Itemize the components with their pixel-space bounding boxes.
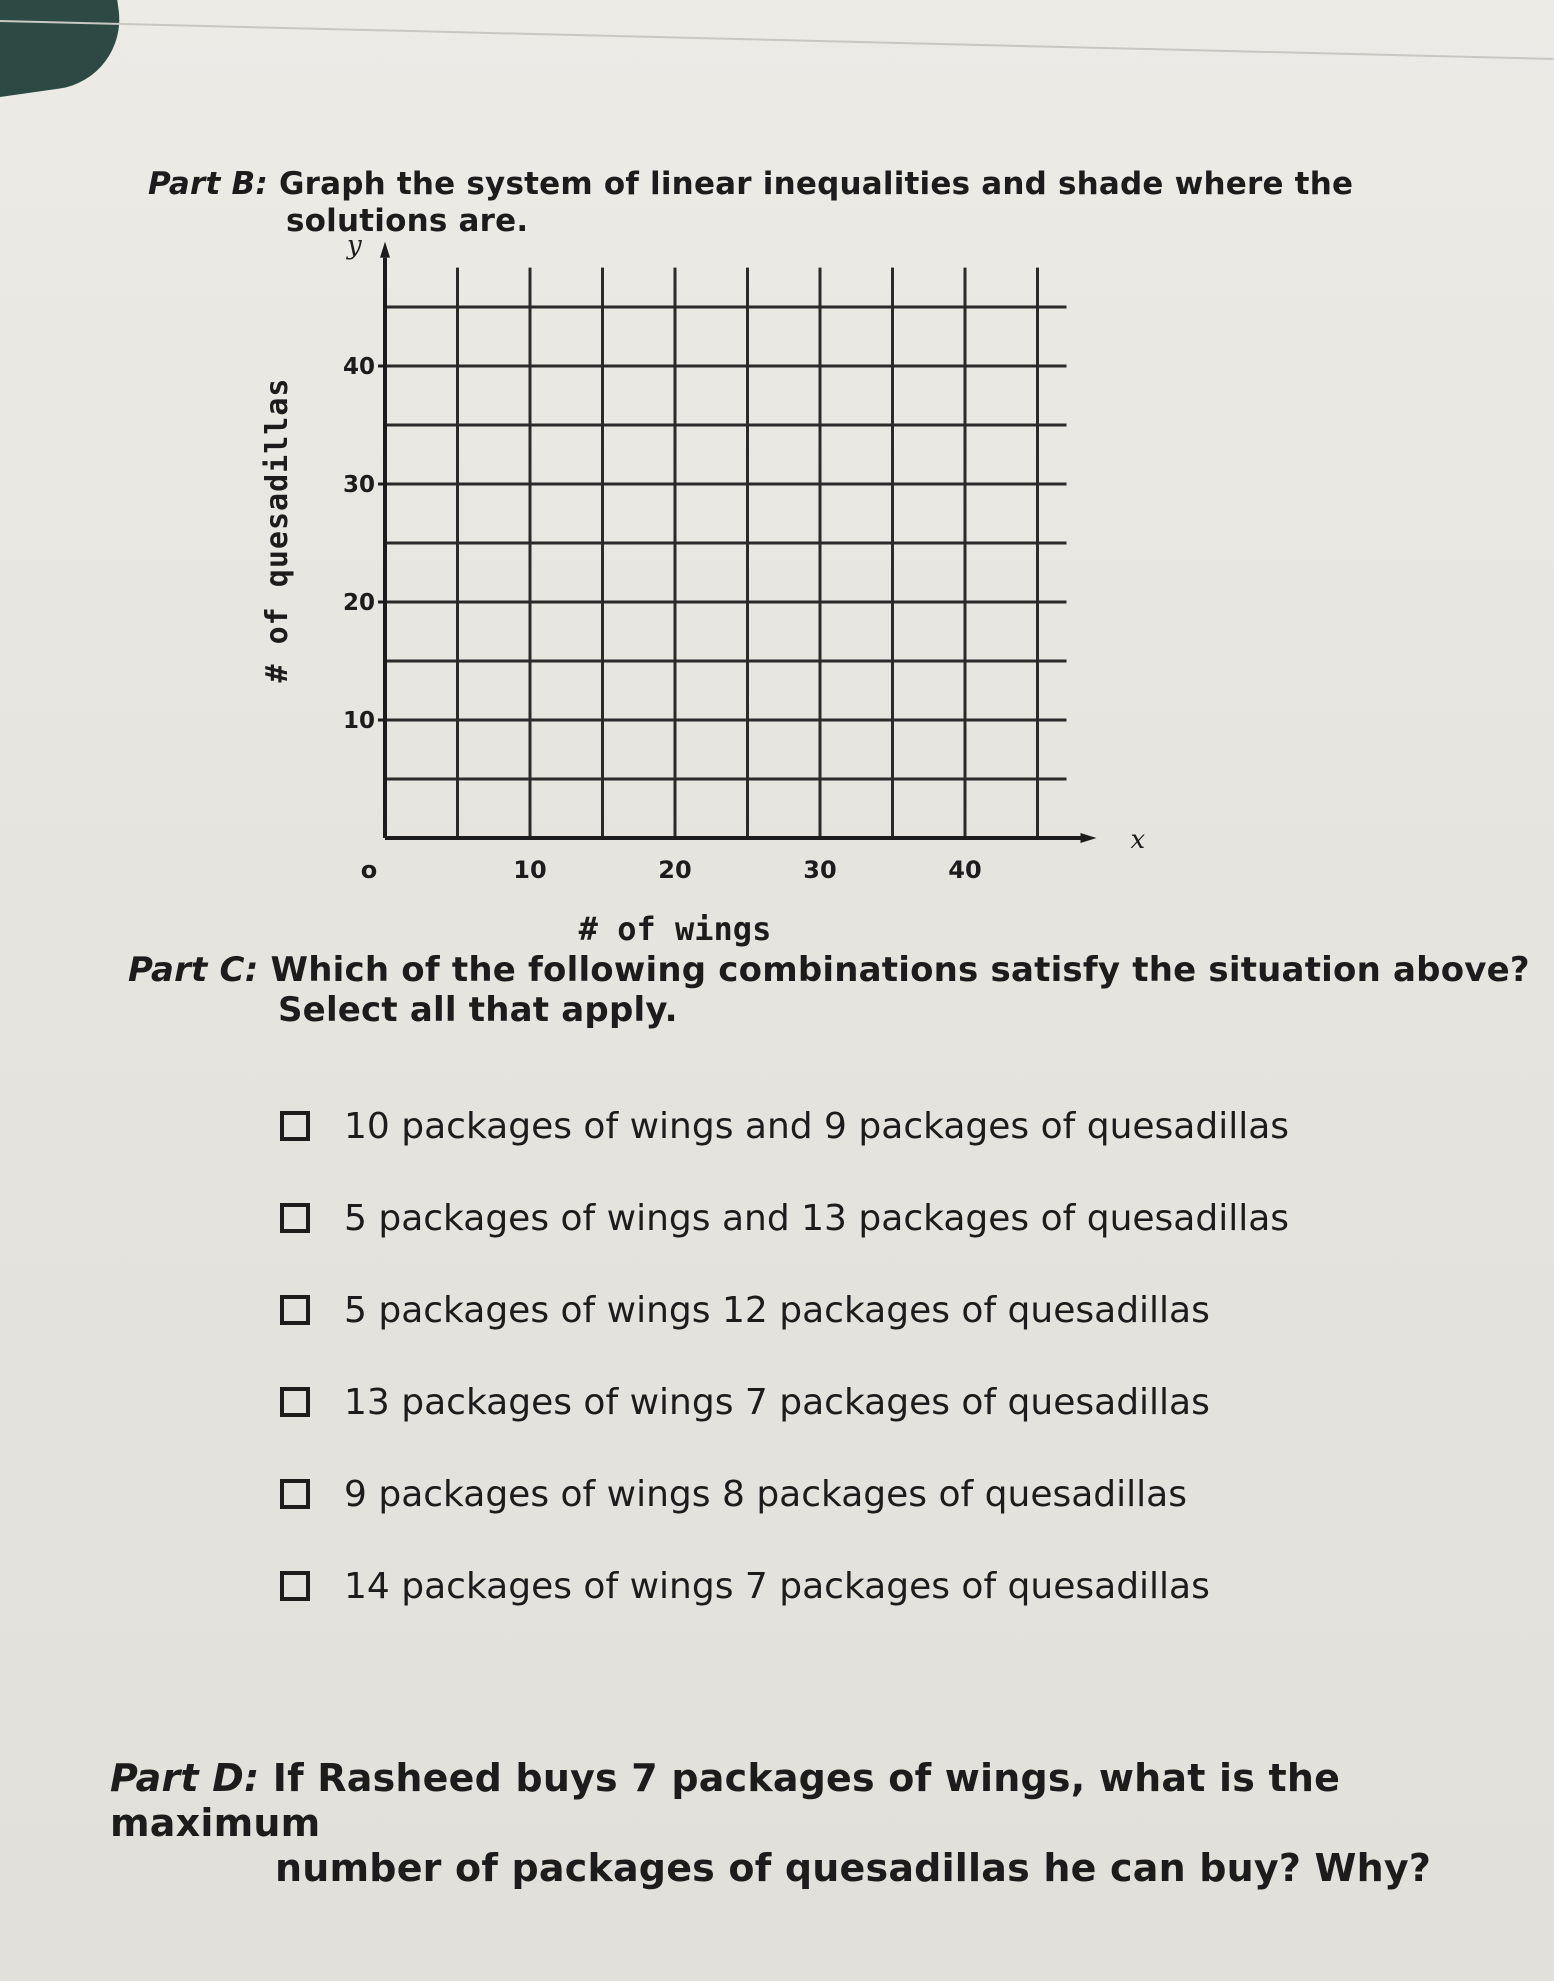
option-1[interactable] [280,1080,1480,1172]
part-d-label: Part D: [110,1756,260,1800]
checkbox-2[interactable] [280,1203,310,1233]
option-1-text: 10 packages of wings and 9 packages of quesadillas [344,1105,1290,1147]
part-b-text-line2: solutions are. [286,202,529,239]
part-c-label: Part C: [128,950,259,990]
x-axis-title: # of wings [578,910,772,948]
part-c-text-line2: Select all that apply. [278,990,678,1031]
part-b-text-line1: Graph the system of linear inequalities and shade where the [278,166,1354,202]
option-4[interactable] [280,1356,1480,1448]
x-axis-letter: x [1130,825,1146,855]
y-axis-title: # of quesadillas [260,377,295,683]
option-6[interactable] [280,1540,1480,1632]
x-tick-label: o [360,856,378,884]
paper-top-edge [0,20,1554,60]
checkbox-1[interactable] [280,1111,310,1141]
checkbox-5[interactable] [280,1479,310,1509]
checkbox-6[interactable] [280,1571,310,1601]
part-c-heading [128,950,1548,1030]
option-4-text: 13 packages of wings 7 packages of quesadillas [344,1381,1210,1423]
y-tick-label: 30 [342,472,375,498]
photo-corner-object [0,0,128,100]
option-3-text: 5 packages of wings 12 packages of quesadillas [344,1289,1210,1331]
part-b-heading [148,166,1448,239]
coordinate-grid [230,230,1150,948]
answer-options [280,1080,1480,1632]
x-tick-label: 30 [803,856,837,884]
part-b-label: Part B: [148,166,268,202]
option-5-text: 9 packages of wings 8 packages of quesadillas [344,1473,1187,1515]
option-3[interactable] [280,1264,1480,1356]
x-tick-label: 40 [948,856,982,884]
option-2-text: 5 packages of wings and 13 packages of quesadillas [344,1197,1290,1239]
part-c-text-line1: Which of the following combinations satisfy the situation above? [270,950,1530,990]
x-tick-label: 20 [658,856,692,884]
y-tick-label: 40 [342,354,375,380]
checkbox-4[interactable] [280,1387,310,1417]
option-6-text: 14 packages of wings 7 packages of quesadillas [344,1565,1210,1607]
option-5[interactable] [280,1448,1480,1540]
y-axis-letter: y [347,230,362,261]
x-axis-arrow [1081,833,1097,843]
y-axis-arrow [380,242,390,258]
x-tick-label: 10 [513,856,547,884]
part-d-text-line1: If Rasheed buys 7 packages of wings, what is the maximum [110,1756,1341,1845]
option-2[interactable] [280,1172,1480,1264]
y-tick-label: 20 [342,590,375,616]
checkbox-3[interactable] [280,1295,310,1325]
part-d-text-line2: number of packages of quesadillas he can buy? Why? [275,1845,1432,1890]
y-tick-label: 10 [342,708,375,734]
part-d-heading [110,1756,1540,1890]
